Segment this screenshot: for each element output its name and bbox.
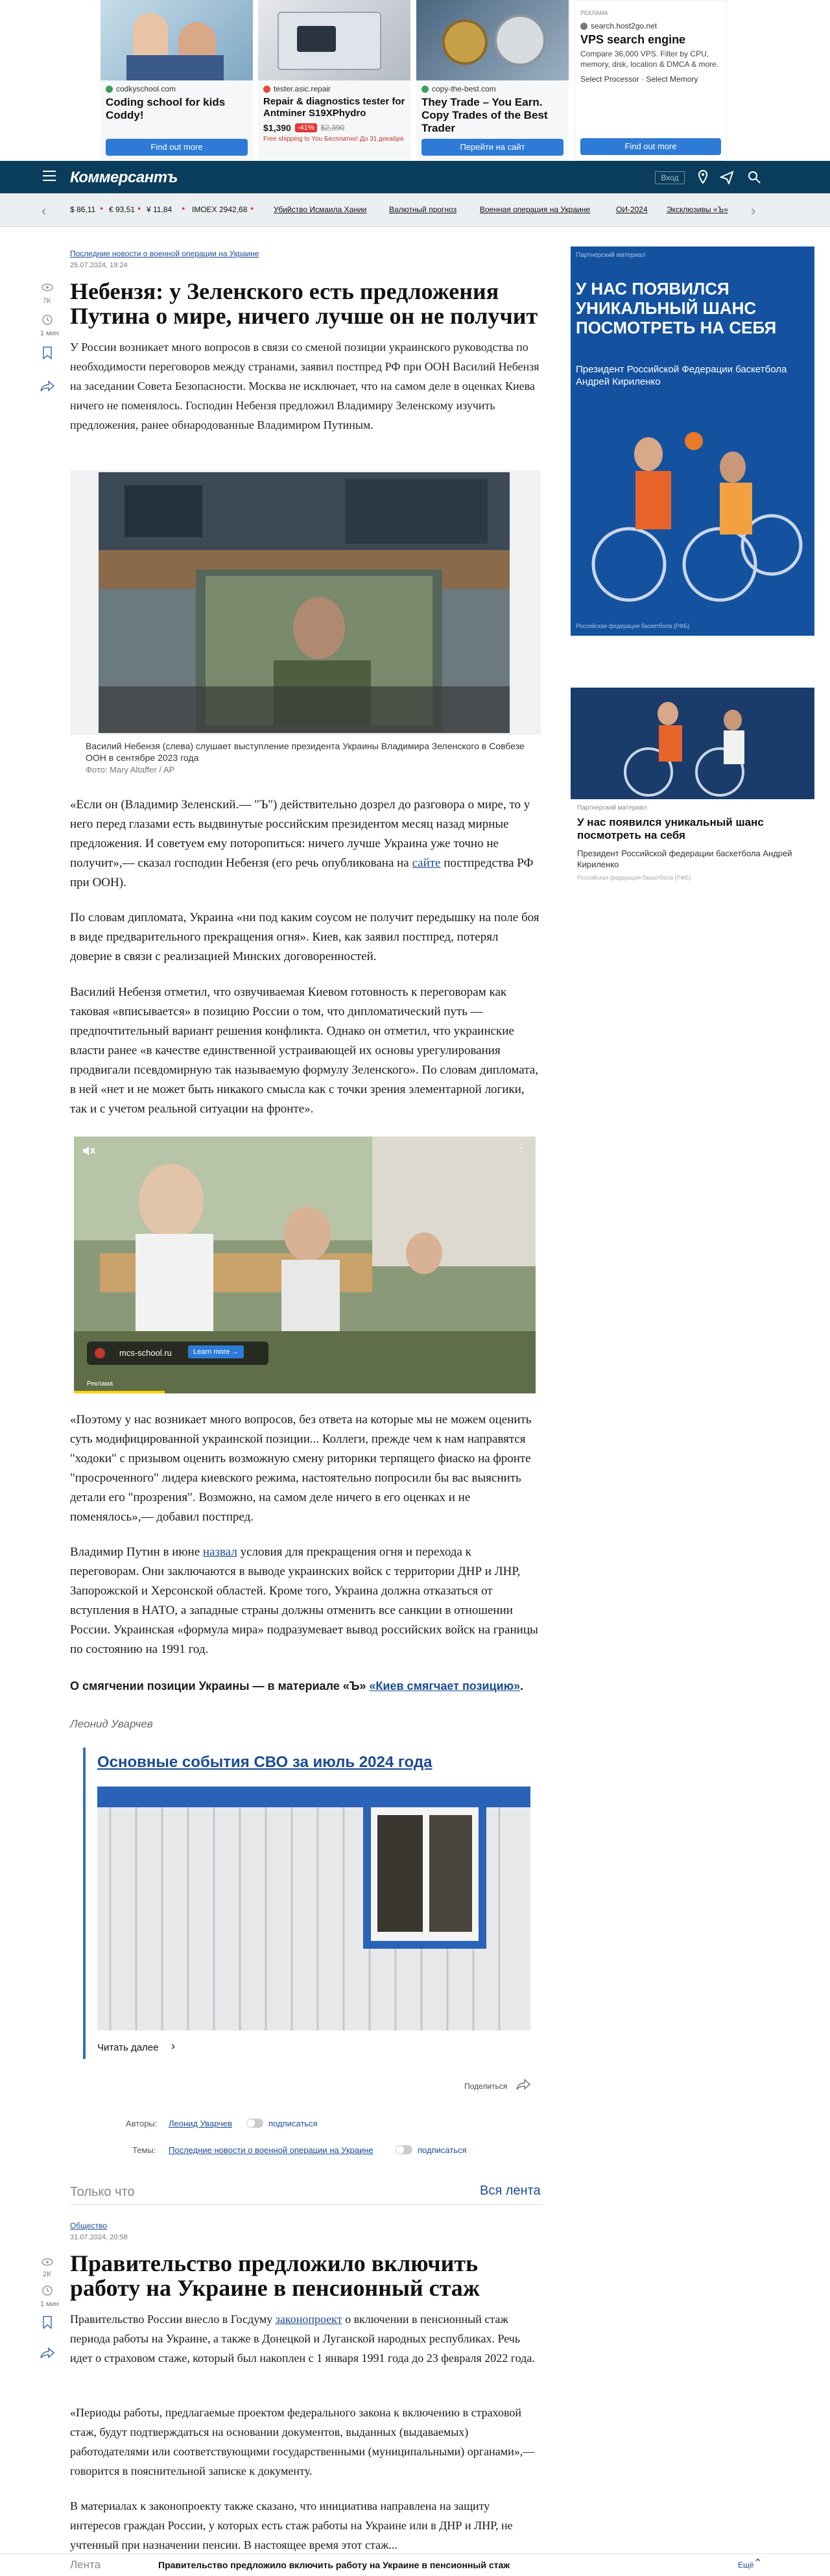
ad-card-asic[interactable] <box>258 0 410 161</box>
share-icon[interactable] <box>40 380 54 392</box>
related-accent <box>83 1748 86 2059</box>
ad-cta-button[interactable]: Find out more <box>580 138 721 155</box>
breadcrumb[interactable]: Последние новости о военной операции на Украине <box>70 249 259 258</box>
site-logo[interactable]: Коммерсантъ <box>70 169 178 186</box>
bookmark-icon[interactable] <box>43 2316 52 2329</box>
photo-un-council <box>99 472 510 733</box>
location-icon[interactable] <box>698 170 708 184</box>
ad-source-icon <box>421 86 429 93</box>
ticker-imoex: IMOEX 2942,68 <box>192 205 248 214</box>
ad-image-kids <box>101 0 253 80</box>
ticker-prev-icon[interactable]: ‹ <box>42 202 47 219</box>
paragraph-1 <box>70 2309 542 2368</box>
mute-icon[interactable] <box>82 1144 96 1157</box>
card-text: Президент Российской федерации баскетбола Андрей Кириленко <box>577 849 792 869</box>
ad-links[interactable]: Select Processor · Select Memory <box>580 75 698 84</box>
inline-link[interactable]: законопроект <box>275 2313 342 2326</box>
read-time: 1 мин <box>40 2300 59 2308</box>
ad-image-device <box>258 0 410 80</box>
share-label[interactable]: Поделиться <box>464 2082 508 2091</box>
ticker-usd: $ 86,11 <box>70 205 96 214</box>
text: Владимир Путин в июне <box>70 1545 203 1559</box>
paragraph-3: В материалах к законопроекту также сказано, что инициатива направлена на защиту интересов граждан России, у которых есть стаж работы на Украине или в ДНР и ЛНР, не учтенный при назначении пенсии. В настоящее время этот стаж... <box>70 2499 513 2551</box>
ad-card-vps[interactable] <box>575 0 727 161</box>
ad-image-coins <box>416 0 569 80</box>
ad-text: Compare 36,000 VPS. Filter by CPU, memory, disk, location & DMCA & more. <box>580 49 719 69</box>
article-lead: У России возникает много вопросов в связи со сменой позиции украинского руководства по необходимости переговоров между странами, заявил постпред РФ при ООН Василий Небензя на заседании Совета Безопасности. Москва не исключает, что на самом деле в оценках Киева ничего не поменялось. Господин Небензя предложил Владимиру Зеленскому изучить предложения, ранее обнародованные Владимиром Путиным. <box>70 341 540 431</box>
login-button[interactable]: Вход <box>655 171 685 184</box>
ticker-down-icon: ● <box>250 205 254 211</box>
text: О смягчении позиции Украины — в материале «Ъ» <box>70 1679 370 1692</box>
ad-note: Free shipping to You Бесплатно! До 31 декабря <box>263 136 404 143</box>
ad-source: copy-the-best.com <box>432 84 496 93</box>
ticker-link[interactable]: Военная операция на Украине <box>480 205 591 214</box>
ticker-link[interactable]: ОИ-2024 <box>616 205 648 214</box>
paragraph-3: Василий Небензя отметил, что озвучиваемая Киевом готовность к переговорам как таковая «вписывается» в позицию России о том, что дипломатический путь — предпочтительный вариант решения конфликта. Однако он отметил, что украинские власти ранее «в качестве единственной устраивающей их основы урегулирования продвигали псевдомирную так называемую формулу Зеленского». По словам дипломата, в ней «нет и не может быть никакого смысла как с точки зрения элементарной логики, так и с учетом реальной ситуации на фронте». <box>70 985 538 1116</box>
paragraph-1 <box>70 795 542 893</box>
ticker-cny: ¥ 11,84 <box>147 205 172 214</box>
ad-cta-button[interactable]: Find out more <box>106 139 248 156</box>
send-icon[interactable] <box>720 170 734 184</box>
paragraph-2: По словам дипломата, Украина «ни под каким соусом не получит передышку на поле боя в виде предварительного прекращения огня». Киев, как заявил постпред, потерял доверие в связи с реализацией Минских договоренностей. <box>70 911 540 963</box>
share-icon[interactable] <box>516 2078 530 2090</box>
topics-link[interactable]: Последние новости о военной операции на Украине <box>169 2145 374 2155</box>
views-count: 7К <box>43 297 51 305</box>
banner-subtitle: Президент Российской Федерации баскетбола Андрей Кириленко <box>576 364 787 387</box>
article-title[interactable]: Правительство предложило включить работу на Украине в пенсионный стаж <box>70 2250 480 2301</box>
inline-link[interactable]: сайте <box>412 856 441 870</box>
inline-link[interactable]: «Киев смягчает позицию» <box>369 1679 521 1692</box>
related-photo[interactable] <box>97 1787 530 2030</box>
ad-old-price: $2,390 <box>320 123 345 132</box>
views-count: 2К <box>43 2270 51 2278</box>
ticker-link[interactable]: Убийство Исмаила Хании <box>274 205 367 214</box>
text: условия для прекращения огня и перехода к переговорам. Они заключаются в выводе украинских войск с территории ДНР и ЛНР, Запорожской и Херсонской областей. Кроме того, Украина должна отказаться от вступления в НАТО, а западные страны должны отменить все санкции в отношении России. Украинская «формула мира» подразумевает вывод российских войск на границы по состоянию на 1991 год. <box>70 1545 538 1656</box>
ad-source: codkyschool.com <box>116 84 176 93</box>
photo-caption: Василий Небензя (слева) слушает выступление президента Украины Владимира Зеленского в Совбезе ООН в сентябре 2023 года <box>86 741 525 763</box>
ticker-bar <box>0 193 830 227</box>
read-time: 1 мин <box>40 330 59 337</box>
card-label: Партнерский материал <box>577 804 647 812</box>
author-signature: Леонид Уварчев <box>70 1718 153 1730</box>
ad-price: $1,390 <box>263 123 291 133</box>
text: Правительство России внесло в Госдуму <box>70 2313 276 2326</box>
ad-title: Coding school for kids Coddy! <box>106 96 226 121</box>
ad-source-icon <box>95 1348 105 1358</box>
views-icon <box>42 2257 53 2267</box>
paragraph-4: «Поэтому у нас возникает много вопросов, без ответа на которые мы не можем оценить суть модифицированной украинской позиции... Коллеги, прежде чем к нам направятся "ходоки" с призывом оценить возможную смену риторики терпящего фиаско на фронте "просроченного" лидера киевского режима, настоятельно попросили бы вас выяснить детали его "прозрения". Возможно, на самом деле ничего в его оценках и не поменялось»,— добавил постпред. <box>70 1413 532 1524</box>
paragraph-2: «Периоды работы, предлагаемые проектом федерального закона к включению в страховой стаж, будут подтверждаться на основании документов, выданных (выдаваемых) работодателями или соответствующими государственными (муниципальными) органами»,— говорится в пояснительной записке к документу. <box>70 2406 535 2477</box>
banner-title: У НАС ПОЯВИЛСЯ УНИКАЛЬНЫЙ ШАНС ПОСМОТРЕТЬ НА СЕБЯ <box>576 279 777 337</box>
video-progress <box>74 1391 165 1393</box>
chevron-up-icon[interactable]: ⌃ <box>753 2558 763 2569</box>
share-icon[interactable] <box>40 2347 54 2359</box>
card-title[interactable]: У нас появился уникальный шанс посмотреть на себя <box>577 816 764 841</box>
search-icon[interactable] <box>747 170 761 184</box>
views-icon <box>42 283 53 292</box>
video-source: mcs-school.ru <box>119 1348 172 1358</box>
subscribe-label: подписаться <box>418 2145 467 2155</box>
sticky-feed-label: Лента <box>70 2558 101 2571</box>
ad-source: search.host2go.net <box>591 21 658 30</box>
feed-all-link[interactable]: Вся лента <box>480 2184 541 2198</box>
chevron-right-icon[interactable]: › <box>171 2040 175 2052</box>
breadcrumb[interactable]: Общество <box>70 2221 108 2230</box>
partner-card-image[interactable] <box>571 688 814 799</box>
ad-source-icon <box>580 23 587 30</box>
topics-label: Темы: <box>132 2145 156 2155</box>
sticky-feed-title[interactable]: Правительство предложило включить работу на Украине в пенсионный стаж <box>158 2560 510 2570</box>
text: постпредства РФ при ООН). <box>70 856 534 889</box>
text: «Если он (Владимир Зеленский.— "Ъ") действительно дозрел до разговора о мире, то у него перед глазами есть выдвинутые российским президентом месяц назад мирные предложения. И советуем ему поторопиться: ничего лучше Украина уже точно не получит»,— сказал господин Небензя (его речь опубликована на <box>70 798 530 870</box>
inline-link[interactable]: назвал <box>202 1545 237 1559</box>
ad-source-icon <box>263 86 270 93</box>
authors-link[interactable]: Леонид Уварчев <box>169 2119 233 2128</box>
ad-label: РЕКЛАМА <box>580 10 608 16</box>
ad-card-coding[interactable] <box>101 0 253 161</box>
ticker-link[interactable]: Валютный прогноз <box>389 205 457 214</box>
ad-cta-button[interactable]: Перейти на сайт <box>421 139 563 156</box>
ticker-next-icon[interactable]: › <box>751 202 756 219</box>
ad-source: tester.asic.repair <box>274 84 331 93</box>
ticker-link[interactable]: Эксклюзивы «Ъ» <box>667 205 728 214</box>
ticker-down-icon: ● <box>100 205 104 211</box>
feed-title: Только что <box>70 2185 135 2199</box>
banner-footnote: Российская федерация баскетбола (РФБ) <box>576 623 690 629</box>
subscribe-toggle[interactable] <box>246 2119 263 2128</box>
banner-wheelchair-basketball <box>577 415 808 610</box>
more-icon[interactable]: ⋮ <box>516 1143 527 1154</box>
ticker-eur: € 93,51 <box>109 205 136 214</box>
menu-icon[interactable] <box>43 171 56 181</box>
sticky-feed-toggle[interactable]: Ещё <box>738 2560 754 2570</box>
ad-title: Repair & diagnostics tester for Antminer S19XPhydro <box>263 96 405 119</box>
related-more-link[interactable]: Читать далее <box>97 2042 159 2053</box>
ticker-down-icon: ● <box>182 205 185 211</box>
paragraph-6 <box>70 1676 542 1696</box>
ad-title: They Trade – You Earn. Copy Trades of the Best Trader <box>421 96 548 134</box>
clock-icon <box>42 2285 53 2296</box>
page-title: Небензя: у Зеленского есть предложения Путина о мире, ничего лучше он не получит <box>70 278 538 329</box>
video-ad-label: Реклама <box>87 1380 113 1388</box>
divider <box>70 2204 542 2205</box>
partner-banner[interactable] <box>571 247 814 636</box>
banner-label: Партнерский материал <box>576 252 646 259</box>
publish-date: 25.07.2024, 19:24 <box>70 261 128 269</box>
ad-discount: -41% <box>295 123 317 132</box>
text: . <box>520 1679 524 1692</box>
video-cta-button[interactable]: Learn more → <box>188 1345 244 1358</box>
text: о включении в пенсионный стаж периода работы на Украине, а также в Донецкой и Луганской народных республиках. Речь идет о страховом стаже, который был накоплен с 1 января 1991 года до 23 февраля 2022 года. <box>70 2313 535 2365</box>
video-ad[interactable] <box>74 1137 536 1393</box>
ad-title: VPS search engine <box>580 33 686 46</box>
card-wheelchair-image <box>571 688 814 799</box>
clock-icon <box>42 314 53 326</box>
card-footnote: Российская федерация баскетбола (РФБ) <box>577 874 691 881</box>
top-ad-strip <box>0 0 830 161</box>
ad-card-trade[interactable] <box>416 0 569 161</box>
subscribe-toggle[interactable] <box>396 2145 412 2154</box>
publish-date: 31.07.2024, 20:58 <box>70 2233 128 2241</box>
bookmark-icon[interactable] <box>43 346 52 359</box>
paragraph-5 <box>70 1543 542 1659</box>
related-title[interactable]: Основные события СВО за июль 2024 года <box>97 1753 433 1771</box>
authors-label: Авторы: <box>126 2119 158 2128</box>
ticker-down-icon: ● <box>137 205 141 211</box>
photo-credit: Фото: Mary Altaffer / AP <box>86 765 175 775</box>
subscribe-label: подписаться <box>268 2119 318 2128</box>
ad-source-icon <box>106 86 113 93</box>
